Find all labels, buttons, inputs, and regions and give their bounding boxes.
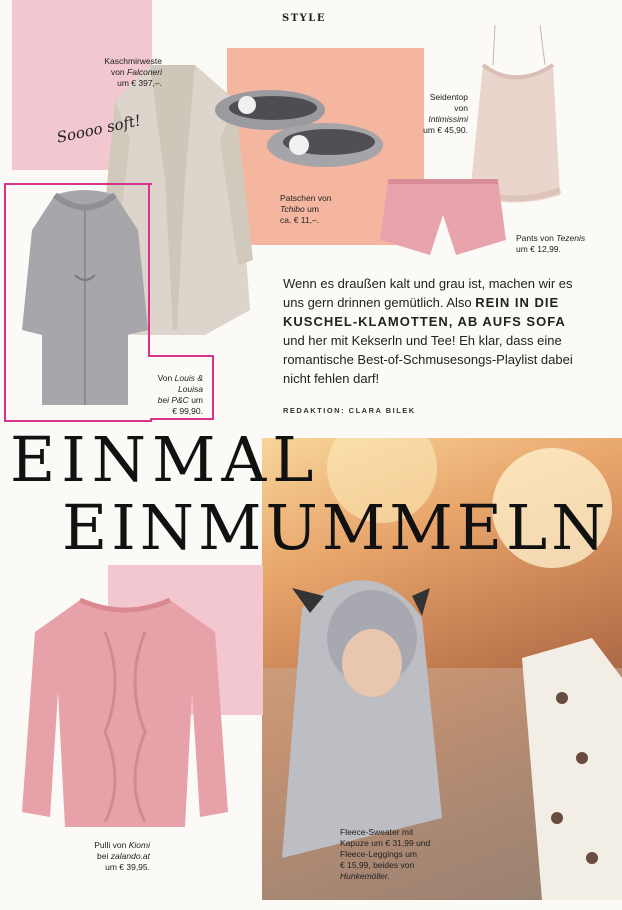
handwritten-note: Soooo soft! bbox=[55, 111, 143, 147]
headline-line-2: EINMUMMELN bbox=[62, 491, 610, 564]
fleece-caption: Fleece-Sweater mit Kapuze um € 31,99 und Fleece-Leggings um € 15,99, beides von Hunkemöller. bbox=[340, 827, 431, 881]
robe-highlight-box bbox=[4, 183, 152, 422]
sweater-caption: Pulli von Kiomi bei zalando.at um € 39,95. bbox=[94, 840, 150, 872]
intro-text: Wenn es draußen kalt und grau ist, machen wir es uns gern drinnen gemütlich. Also REIN IN DIE KUSCHEL-KLAMOTTEN, AB AUFS SOFA und her mit Kekserln und Tee! Eh klar, dass eine romantische Best-of-Schmusesongs-Playlist dabei nicht fehlen darf! bbox=[283, 276, 573, 386]
cardigan-caption: Kaschmirweste von Falconeri um € 397,–. bbox=[104, 56, 162, 88]
slippers-caption: Patschen von Tchibo um ca. € 11,–. bbox=[280, 193, 332, 225]
headline-line-1: EINMAL bbox=[10, 423, 320, 496]
robe-highlight-box-top bbox=[148, 183, 150, 357]
section-label: STYLE bbox=[282, 13, 326, 24]
slippers-image bbox=[215, 85, 385, 175]
pants-caption: Pants von Tezenis um € 12,99. bbox=[516, 233, 586, 254]
editorial-credit: REDAKTION: CLARA BILEK bbox=[283, 406, 416, 415]
pants-image bbox=[378, 175, 508, 260]
silk-top-caption: Seidentop von Intimissimi um € 45,90. bbox=[423, 92, 468, 135]
robe-caption: Von Louis & Louisa bei P&C um € 99,90. bbox=[157, 373, 203, 416]
sweater-image bbox=[20, 592, 230, 832]
